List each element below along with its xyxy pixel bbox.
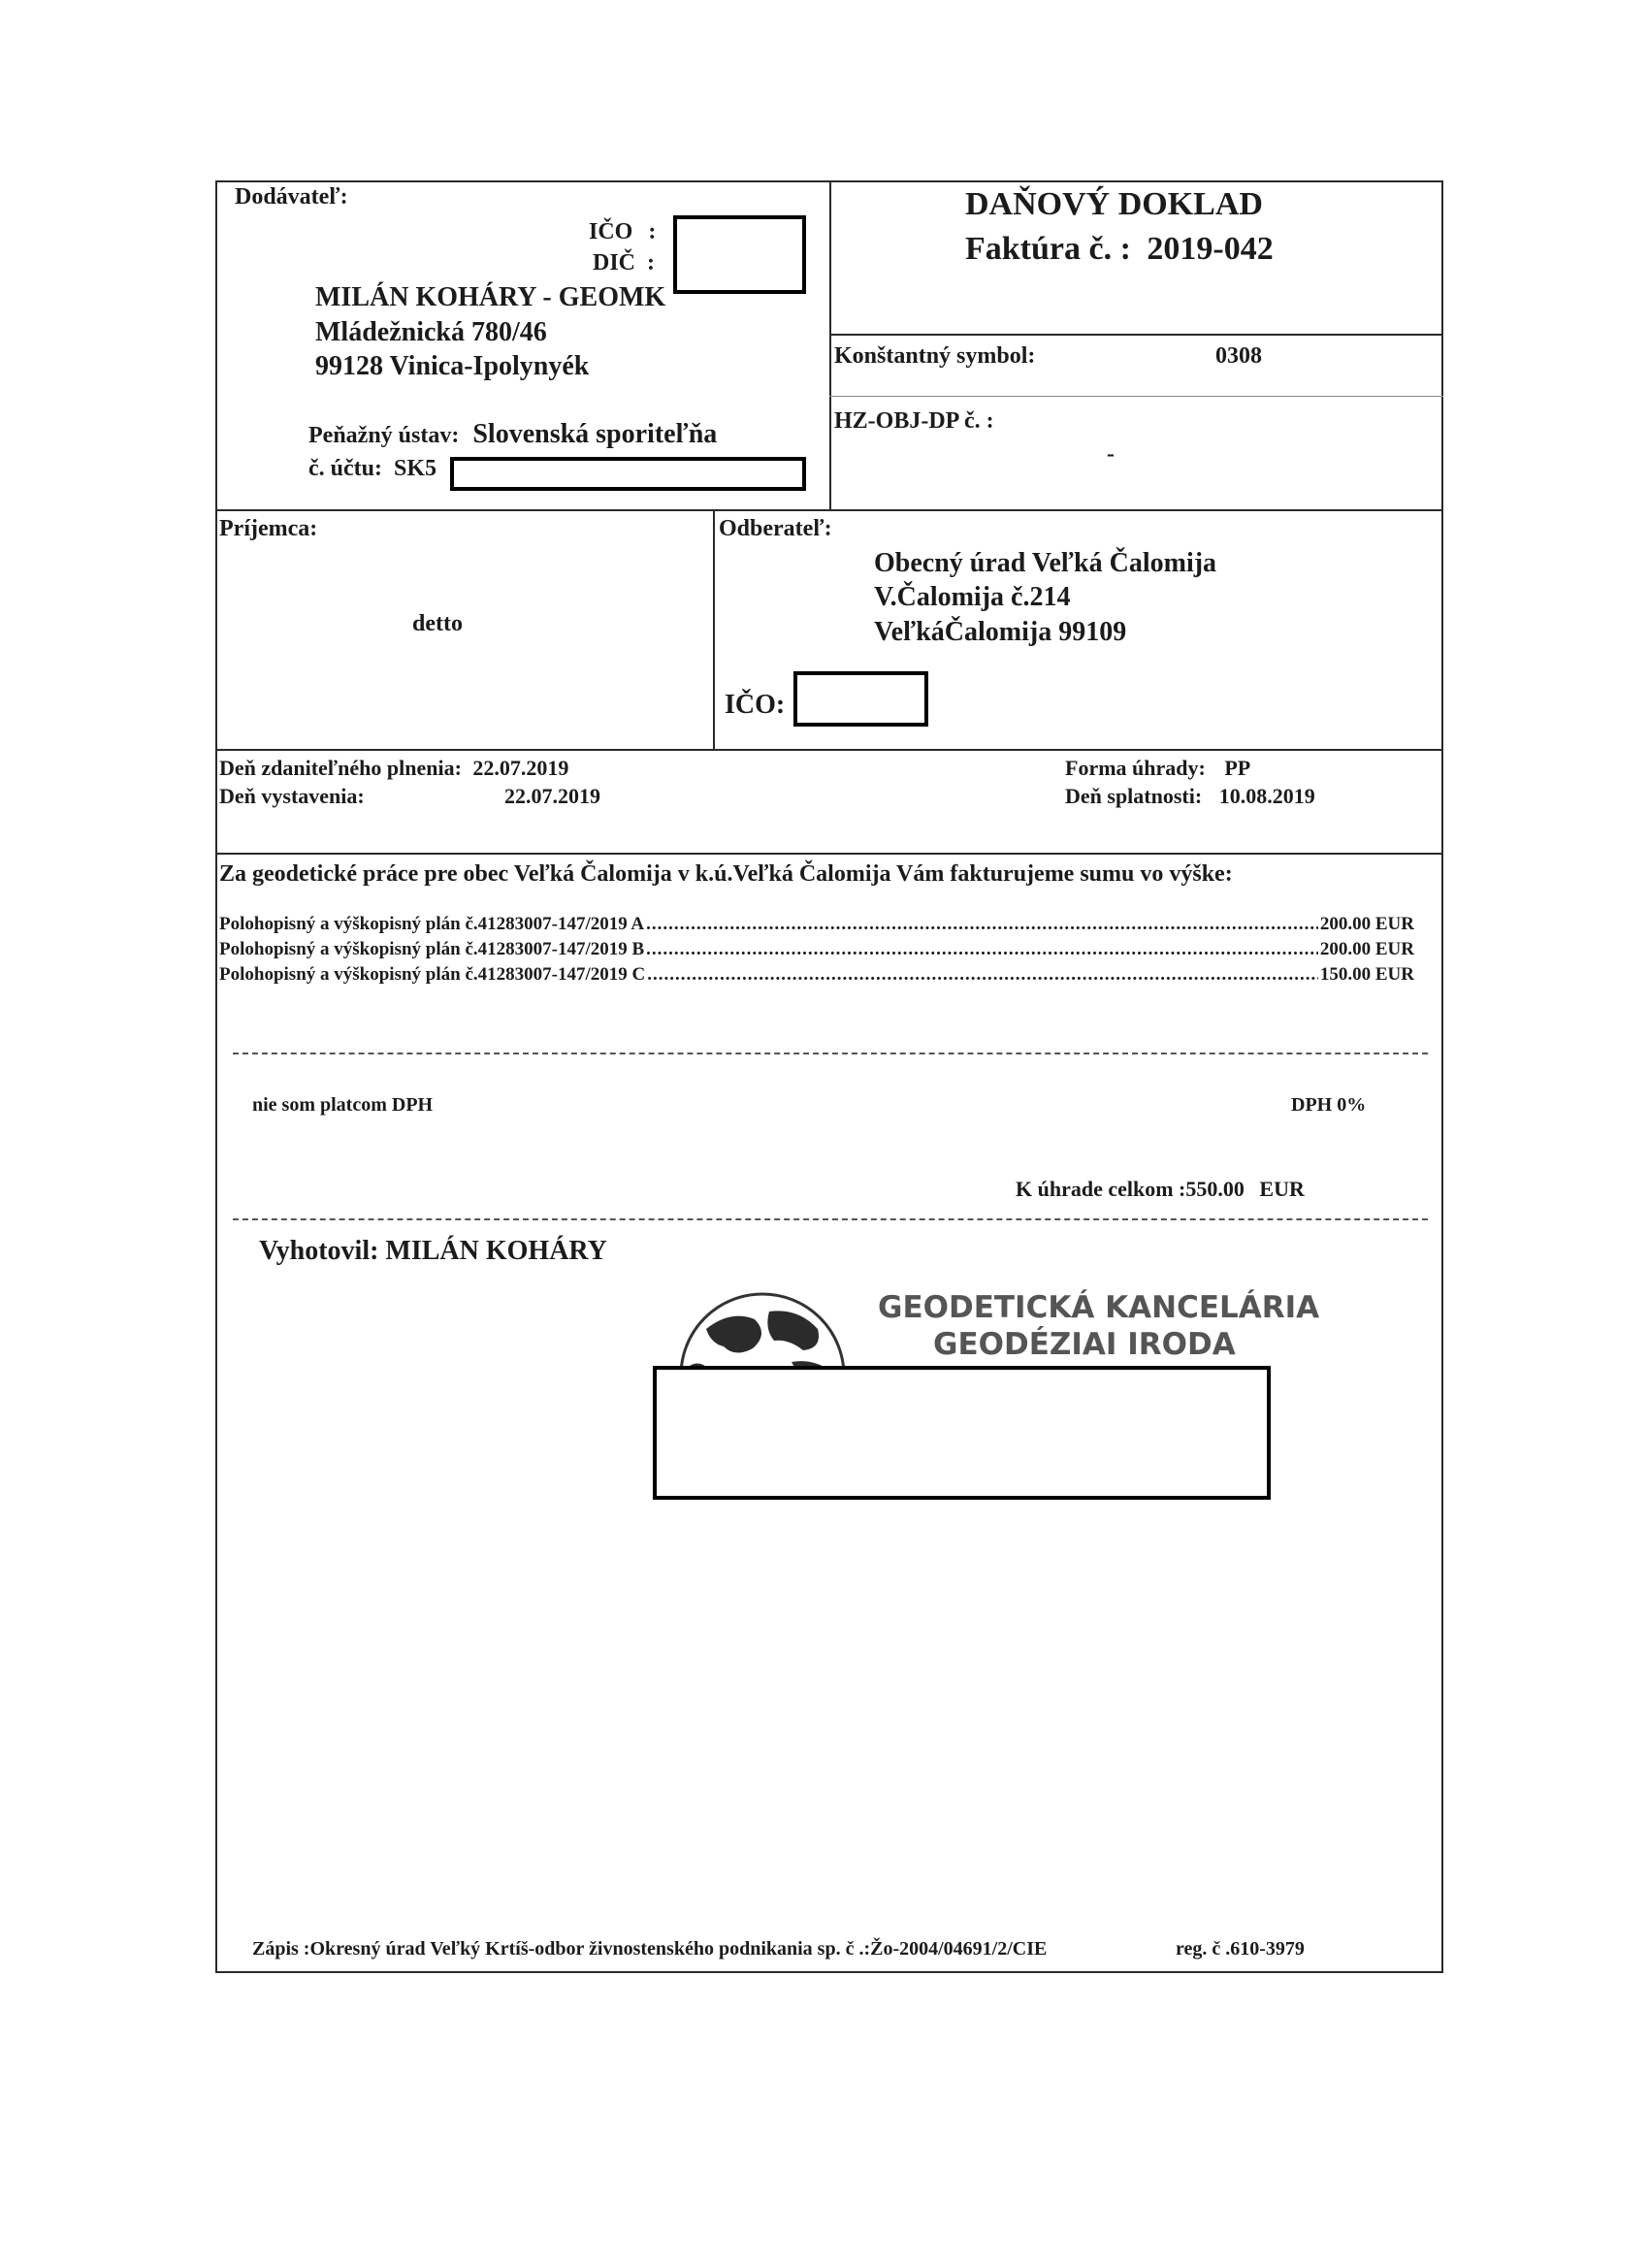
header-bottom [215, 509, 1443, 511]
supplier-account [308, 456, 436, 482]
customer-city: VeľkáČalomija 99109 [874, 617, 1127, 647]
line-item [219, 914, 1414, 935]
invoice-number: 2019-042 [1147, 231, 1274, 267]
customer-label: Odberateľ: [719, 516, 832, 541]
invoice-number-line [965, 231, 1274, 268]
supplier-name-redaction-cover [673, 215, 806, 294]
taxable-date-label: Deň zdaniteľného plnenia: [219, 756, 462, 780]
supplier-dic-label: DIČ [593, 250, 636, 275]
payment-form-value: PP [1224, 756, 1251, 780]
parties-bottom [215, 749, 1443, 751]
supplier-dic-value: : [647, 250, 656, 275]
line-item-description: Polohopisný a výškopisný plán č.41283007-147/2019 A [219, 914, 645, 934]
taxable-date-value: 22.07.2019 [472, 756, 569, 780]
account-redaction [450, 457, 806, 491]
supplier-street: Mládežnická 780/46 [315, 317, 547, 347]
line-item-amount: 200.00 EUR [1319, 914, 1414, 934]
supplier-city: 99128 Vinica-Ipolynyék [315, 351, 590, 381]
issue-date-value: 22.07.2019 [504, 784, 600, 808]
bank-label: Peňažný ústav: [308, 423, 460, 448]
line-item [219, 964, 1414, 986]
recipient-label: Príjemca: [219, 516, 318, 541]
total-label: K úhrade celkom : [1016, 1177, 1186, 1201]
issued-by: Vyhotovil: MILÁN KOHÁRY [259, 1236, 607, 1266]
supplier-name: MILÁN KOHÁRY - GEOMK [315, 282, 666, 312]
invoice-intro: Za geodetické práce pre obec Veľká Čalomija v k.ú.Veľká Čalomija Vám fakturujeme sumu vo výške: [219, 861, 1233, 887]
separator-dashed-1 [233, 1053, 1428, 1054]
due-date-label: Deň splatnosti: [1065, 784, 1203, 808]
line-item-leader [646, 939, 1318, 960]
supplier-ico-label: IČO [589, 219, 633, 244]
line-item-amount: 200.00 EUR [1319, 939, 1414, 959]
line-item [219, 939, 1414, 960]
supplier-dic [593, 250, 655, 276]
account-value: SK5 [393, 456, 436, 481]
payment-form [1065, 756, 1250, 781]
supplier-ico-value: : [648, 219, 657, 244]
customer-ico-label: IČO: [725, 690, 786, 720]
stamp-redaction [653, 1366, 1271, 1500]
registry-note: Zápis :Okresný úrad Veľký Krtíš-odbor živnostenského podnikania sp. č .:Žo-2004/04691/2/CIE [252, 1938, 1048, 1960]
header-divider [829, 180, 831, 510]
constant-symbol-underline [829, 396, 1443, 397]
due-date-value: 10.08.2019 [1218, 784, 1315, 808]
bank-name: Slovenská sporiteľňa [472, 419, 718, 449]
registration-number: reg. č .610-3979 [1176, 1938, 1305, 1960]
issue-date-label: Deň vystavenia: [219, 784, 365, 808]
line-item-description: Polohopisný a výškopisný plán č.41283007-147/2019 C [219, 964, 646, 985]
stamp-line-1: GEODETICKÁ KANCELÁRIA [878, 1290, 1320, 1325]
line-item-amount: 150.00 EUR [1319, 964, 1414, 985]
recipient-divider [713, 509, 715, 750]
total-currency: EUR [1259, 1177, 1305, 1201]
taxable-date [219, 756, 568, 781]
order-label: HZ-OBJ-DP č. : [834, 408, 994, 434]
payment-form-label: Forma úhrady: [1065, 756, 1206, 780]
dates-bottom [215, 853, 1443, 855]
line-item-leader [646, 914, 1318, 935]
customer-name: Obecný úrad Veľká Čalomija [874, 548, 1217, 578]
supplier-bank [308, 419, 717, 450]
total-value: 550.00 [1185, 1177, 1245, 1201]
recipient-value: detto [412, 611, 463, 636]
separator-dashed-2 [233, 1218, 1428, 1220]
customer-street: V.Čalomija č.214 [874, 582, 1071, 612]
supplier-label: Dodávateľ: [235, 184, 348, 210]
stamp-line-2: GEODÉZIAI IRODA [933, 1327, 1236, 1362]
document-title: DAŇOVÝ DOKLAD [965, 186, 1263, 222]
line-item-leader [647, 964, 1318, 986]
customer-ico-redaction [793, 671, 928, 727]
constant-symbol-label: Konštantný symbol: [834, 343, 1036, 369]
account-label: č. účtu: [308, 456, 382, 481]
vat-rate: DPH 0% [1291, 1094, 1367, 1116]
due-date [1065, 784, 1315, 809]
line-item-description: Polohopisný a výškopisný plán č.41283007-147/2019 B [219, 939, 645, 959]
title-box-bottom [829, 334, 1443, 336]
invoice-label: Faktúra č. : [965, 231, 1131, 267]
supplier-ico [589, 219, 656, 245]
total-line [1016, 1177, 1305, 1202]
vat-note: nie som platcom DPH [252, 1094, 434, 1116]
constant-symbol-value: 0308 [1215, 343, 1262, 369]
order-value: - [1107, 441, 1115, 467]
